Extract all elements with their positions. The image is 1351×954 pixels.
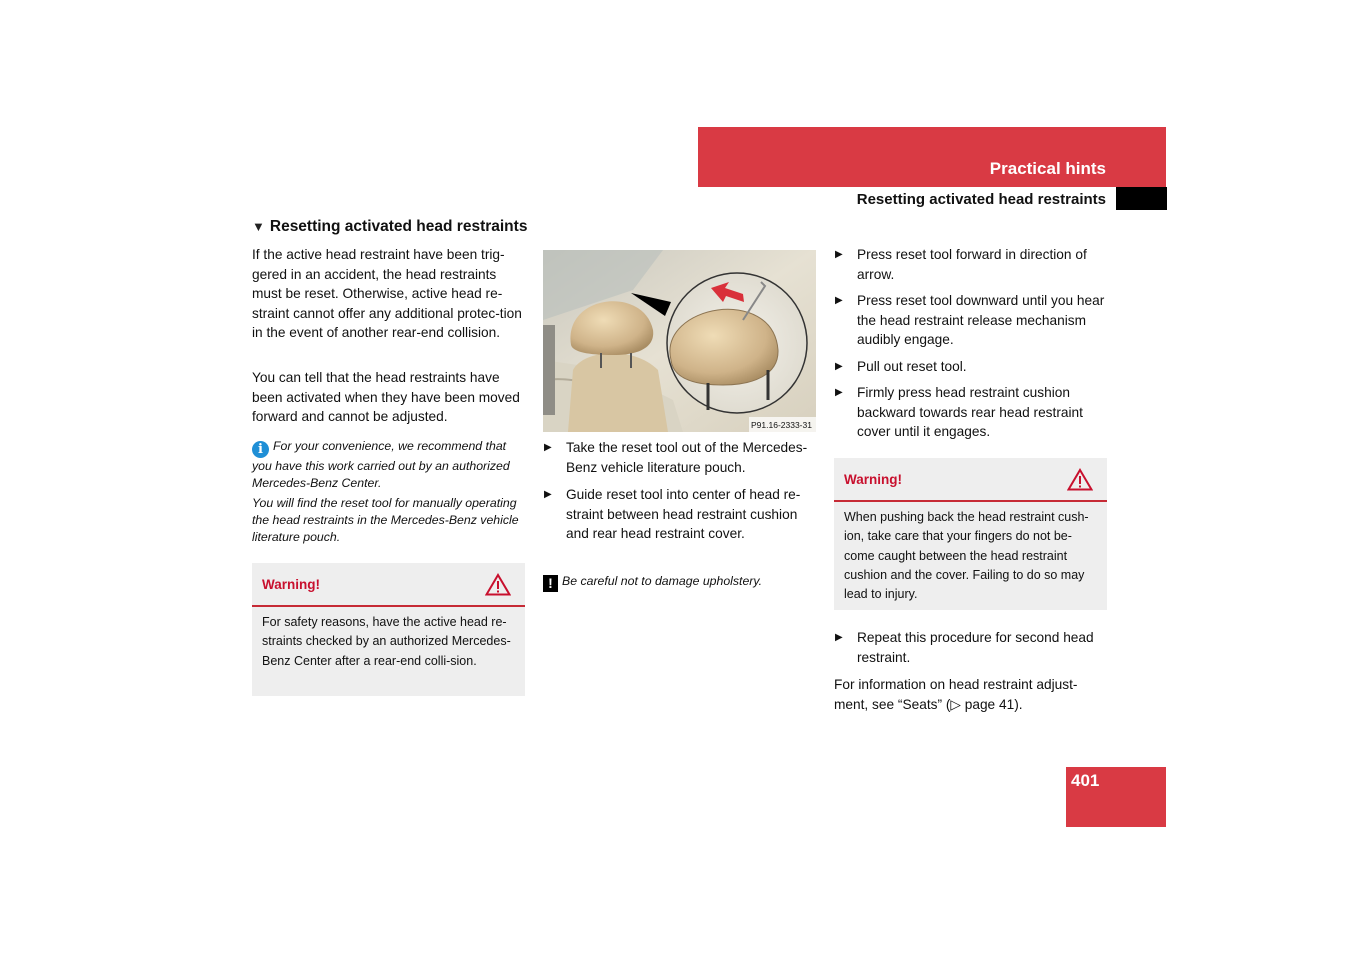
page-number: 401 <box>1071 771 1100 790</box>
arrow-right-icon: ▶ <box>835 387 843 398</box>
step-item <box>543 438 819 477</box>
warning-triangle-icon <box>1067 468 1093 491</box>
warning-header <box>834 458 1107 502</box>
info-icon: i <box>252 441 269 458</box>
arrow-right-icon: ▶ <box>544 489 552 500</box>
warning-box-fingers <box>834 458 1107 610</box>
intro-paragraph: If the active head restraint have been trig-gered in an accident, the head restraints must be reset. Otherwise, active head re-straint cannot offer any additional protec-tion in the event of another rear-end collision. <box>252 247 522 340</box>
warning-box-safety <box>252 563 525 696</box>
warning-triangle-icon <box>485 573 511 596</box>
step-text: Repeat this procedure for second head restraint. <box>857 630 1094 665</box>
step-item <box>834 291 1107 350</box>
step-text: Press reset tool forward in direction of arrow. <box>857 247 1087 282</box>
triangle-down-icon: ▼ <box>252 219 265 234</box>
step-item <box>543 485 819 544</box>
steps-column-3 <box>834 245 1107 442</box>
step-text: Press reset tool downward until you hear the head restraint release mechanism audibly engage. <box>857 293 1105 347</box>
image-caption-code: P91.16-2333-31 <box>751 420 812 430</box>
arrow-right-icon: ▶ <box>835 632 843 643</box>
step-text: Firmly press head restraint cushion backward towards rear head restraint cover until it engages. <box>857 385 1083 439</box>
seats-reference: For information on head restraint adjust-ment, see “Seats” (▷ page 41). <box>834 677 1078 712</box>
arrow-right-icon: ▶ <box>544 442 552 453</box>
exclamation-icon: ! <box>543 575 558 592</box>
arrow-right-icon: ▶ <box>835 360 843 372</box>
step-item <box>834 383 1107 442</box>
warning-title: Warning! <box>844 471 902 487</box>
step-item <box>834 357 1107 377</box>
section-title: Practical hints <box>989 159 1106 178</box>
step-text: Take the reset tool out of the Mercedes-Benz vehicle literature pouch. <box>566 440 808 475</box>
steps-column-2 <box>543 438 819 544</box>
caution-text: Be careful not to damage upholstery. <box>562 574 763 588</box>
caution-note <box>543 573 819 592</box>
subsection-tab-marker <box>1116 187 1167 210</box>
head-restraint-illustration <box>543 250 816 432</box>
warning-body: For safety reasons, have the active head re-straints checked by an authorized Mercedes-Benz Center after a rear-end colli-sion. <box>262 615 511 668</box>
step-text: Guide reset tool into center of head re-straint between head restraint cushion and rear head restraint cover. <box>566 487 801 541</box>
info-note-text: For your convenience, we recommend that you have this work carried out by an authorized Mercedes-Benz Center. <box>252 439 510 490</box>
page-heading <box>252 218 527 236</box>
step-item <box>834 245 1107 284</box>
warning-body: When pushing back the head restraint cush-ion, take care that your fingers do not be-come caught between the head restraint cushion and the cover. Failing to do so may lead to injury. <box>844 510 1089 602</box>
subsection-title: Resetting activated head restraints <box>856 191 1106 208</box>
warning-header <box>252 563 525 607</box>
arrow-right-icon: ▶ <box>835 249 843 260</box>
heading-text: Resetting activated head restraints <box>269 218 528 235</box>
step-text: Pull out reset tool. <box>857 358 967 374</box>
reset-tool-note: You will find the reset tool for manually operating the head restraints in the Mercedes-Benz vehicle literature pouch. <box>252 496 519 544</box>
step-item-final <box>834 628 1107 667</box>
warning-title: Warning! <box>262 576 320 592</box>
activated-paragraph: You can tell that the head restraints have been activated when they have been moved forward and cannot be adjusted. <box>252 370 520 424</box>
arrow-right-icon: ▶ <box>835 295 843 306</box>
info-note <box>252 438 525 492</box>
